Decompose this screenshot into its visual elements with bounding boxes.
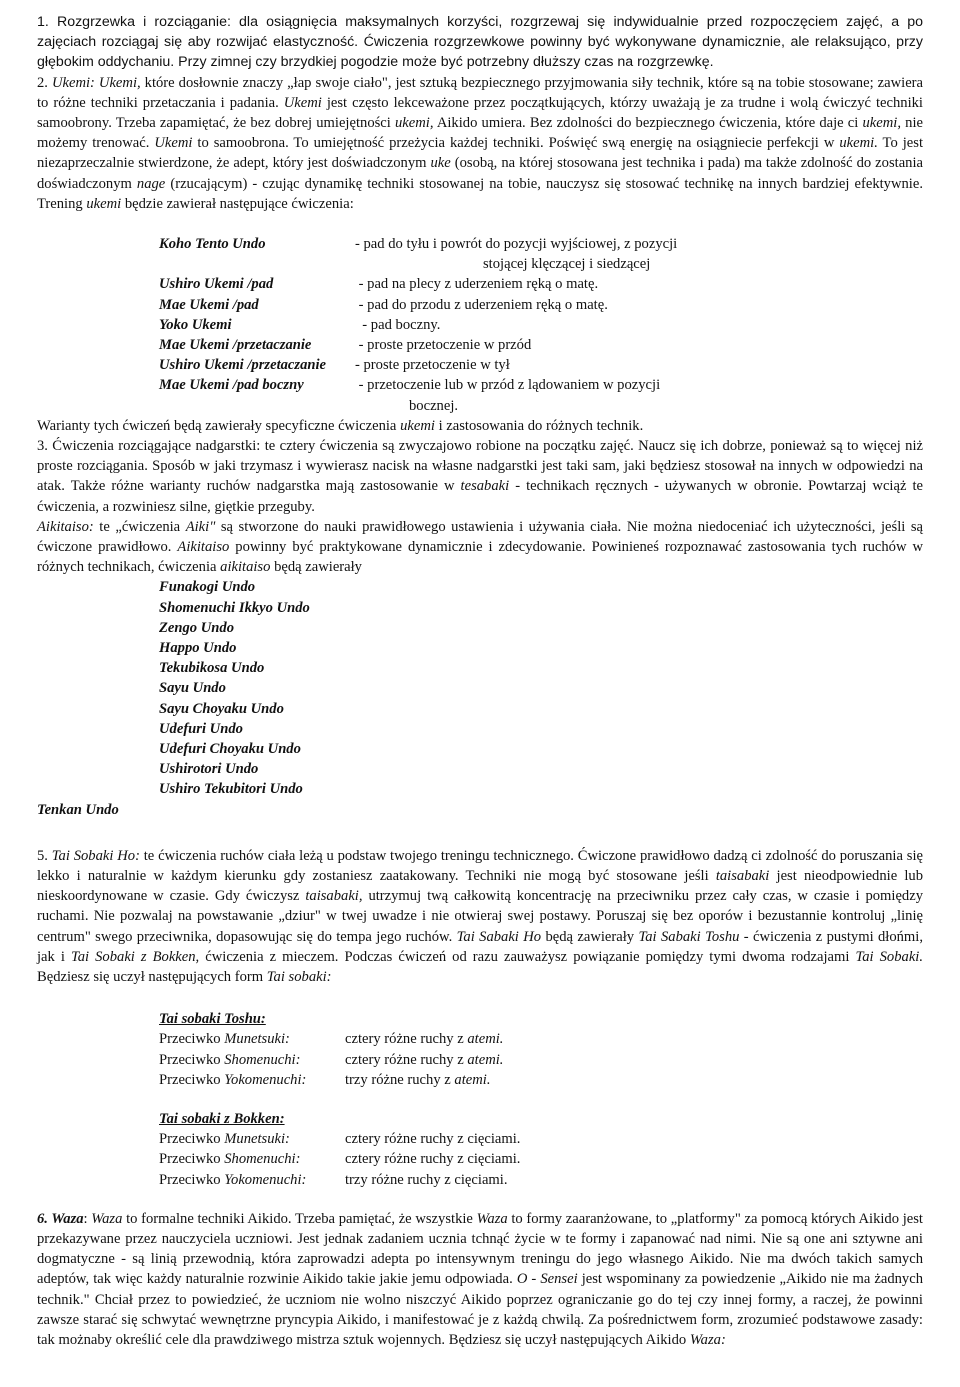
list-item: Udefuri Choyaku Undo (159, 740, 301, 757)
exercise-desc: - proste przetoczenie w tył (355, 357, 510, 374)
term-aikitaiso: aikitaiso (220, 559, 271, 576)
term-tai-sabaki-ho: Tai Sabaki Ho (456, 928, 542, 945)
table-row (159, 274, 725, 294)
attack-name: Yokomenuchi: (224, 1171, 307, 1188)
term-taisabaki: taisabaki, (305, 888, 363, 905)
text: będą zawierały (541, 928, 639, 945)
text: powinny być praktykowane dynamicznie i zdecydowanie. Powinieneś rozpoznawać zastosowania tych ruchów w różnych technikach, ćwiczenia (37, 539, 923, 576)
list-item: Ushiro Tekubitori Undo (159, 781, 303, 798)
term-aikitaiso: Aikitaiso (177, 539, 230, 556)
term-tesabaki: tesabaki (460, 478, 510, 495)
exercise-term: Mae Ukemi /pad (159, 296, 259, 313)
exercise-desc: - pad boczny. (355, 316, 441, 333)
text: ćwiczenia z mieczem. Podczas ćwiczeń od razu zauważysz powiązanie pomiędzy tymi dwoma rodzajami (199, 948, 856, 965)
list-item: Sayu Undo (159, 680, 226, 697)
moves-cell: cztery różne ruchy z cięciami. (345, 1151, 521, 1168)
term-nage: nage (136, 175, 166, 192)
exercise-term: Yoko Ukemi (159, 316, 232, 333)
variants-note (37, 416, 923, 436)
term-aikitaiso: Aikitaiso: (37, 518, 94, 535)
table-row (159, 1149, 520, 1169)
text: i zastosowania do różnych technik. (434, 417, 644, 434)
table-row (159, 315, 725, 335)
attack-cell (159, 1070, 345, 1090)
ukemi-exercise-table (159, 234, 725, 416)
attack-cell (159, 1149, 345, 1169)
tenkan-undo: Tenkan Undo (37, 801, 119, 818)
spacer (37, 214, 923, 234)
term-tai-sobaki: Tai Sobaki. (855, 948, 924, 965)
attack-cell (159, 1050, 345, 1070)
term-waza: Waza (91, 1210, 123, 1227)
table-row (159, 1050, 503, 1070)
term-ukemi: ukemi, (862, 115, 901, 132)
section-1-warmup: 1. Rozgrzewka i rozciąganie: dla osiągnięcia maksymalnych korzyści, rozgrzewaj się indywidualnie przed rozpoczęciem zajęć, a po zajęciach rozciągaj się aby rozwijać elastyczność. Ćwiczenia rozgrzewkowe powinny być wykonywane dynamicznie, ale relaksująco, przy głębokim oddychaniu. Przy zimnej czy brzydkiej pogodzie może być potrzebny dłuższy czas na rozgrzewkę. (37, 14, 923, 71)
text: Przeciwko (159, 1031, 225, 1048)
text: : (83, 1210, 92, 1227)
exercise-term: Koho Tento Undo (159, 236, 266, 253)
text: są stworzone do nauki prawidłowego ustawienia i używania ciała. Nie można niedoceniać ich użyteczności, jeśli są ćwiczone prawidłowo. (37, 518, 923, 556)
document-page (37, 12, 923, 1350)
attack-name: Yokomenuchi: (224, 1071, 307, 1088)
text: cztery różne ruchy z (345, 1051, 468, 1068)
list-item: Udefuri Undo (159, 720, 243, 737)
term-uke: uke (430, 155, 451, 172)
term-ukemi: ukemi (400, 417, 435, 434)
moves-cell: trzy różne ruchy z cięciami. (345, 1171, 508, 1188)
moves-cell (345, 1050, 503, 1070)
exercise-term: Mae Ukemi /pad boczny (159, 377, 304, 394)
term-aiki: Aiki" (185, 518, 216, 535)
table-row (159, 234, 725, 274)
term-ukemi: ukemi, (394, 115, 434, 132)
term-ukemi: Ukemi (283, 94, 322, 111)
section-number: 2. (37, 74, 52, 91)
table-row (159, 1170, 520, 1190)
term-ukemi: ukemi. (839, 135, 878, 152)
spacer (37, 987, 923, 1009)
text: Warianty tych ćwiczeń będą zawierały specyficzne ćwiczenia (37, 417, 401, 434)
attack-cell (159, 1029, 345, 1049)
list-item: Funakogi Undo (159, 579, 256, 596)
toshu-heading: Tai sobaki Toshu: (159, 1011, 266, 1028)
exercise-desc (355, 234, 725, 274)
attack-name: Shomenuchi: (224, 1051, 301, 1068)
spacer (37, 1090, 923, 1109)
moves-cell (345, 1029, 503, 1049)
text: Aikido umiera. Bez zdolności do bezpiecznego ćwiczenia, które daje ci (433, 115, 863, 132)
term-ukemi: Ukemi (154, 135, 193, 152)
text: Przeciwko (159, 1151, 225, 1168)
section-5-tai-sabaki (37, 846, 923, 987)
term-taisabaki: taisabaki (715, 867, 770, 884)
spacer (37, 1190, 923, 1209)
text: To jest niezaprzeczalnie stwierdzone, że adept, który jest doświadczonym (37, 135, 923, 172)
text: to formy zaaranżowane, to „platformy" za pomocą których Aikido jest przekazywane przez nauczyciela uczniowi. Jest jednak zadaniem ucznia tchnąć życie w te formy i zapanować nad nimi. Nie są one ani sztywne ani dogmatyczne - są linią przewodnią, która zaprowadzi adepta po intensywnym treningu do jego własnego Aikido. Nie ma dwóch takich samych adeptów, tak więc każdy naturalnie rozwinie Aikido takie jakie jemu odpowiada. (37, 1210, 923, 1288)
term-tai-sabaki-toshu: Tai Sabaki Toshu (638, 928, 740, 945)
text: cztery różne ruchy z (345, 1031, 468, 1048)
text: 3. Ćwiczenia rozciągające nadgarstki: te cztery ćwiczenia są zwyczajowo robione na początku zajęć. Naucz się ich dobrze, ponieważ są to więcej niż proste rozciągania. Sposób w jaki trzymasz i wywierasz nacisk na własne nadgarstki jest taki sam, jaki będziesz stosował na innych w odpowiedzi na atak. Także różne warianty ruchów nadgarstka mają zastosowanie w (37, 438, 923, 495)
term-atemi: atemi. (467, 1031, 504, 1048)
term-atemi: atemi. (454, 1071, 491, 1088)
text: (rzucającym) - czując dynamikę techniki stosowanej na tobie, nauczysz się stosować technikę na innych bardziej efektywnie. Trening (37, 175, 923, 212)
desc-line: bocznej. (409, 397, 459, 414)
text: - technikach ręcznych - używanych w obronie. Powtarzaj wciąż te ćwiczenia, a rozwiniesz silne, giętkie przeguby. (37, 478, 923, 515)
exercise-desc: - proste przetoczenie w przód (355, 337, 532, 354)
term-ukemi: Ukemi: Ukemi, (51, 74, 141, 91)
desc-line: - przetoczenie lub w przód z lądowaniem w pozycji (355, 377, 661, 394)
text: te ćwiczenia ruchów ciała leżą u podstaw twojego treningu technicznego. Ćwiczone prawidłowo dadzą ci zdolność do poruszania się lekko i naturalnie w każdym kierunku gdy zostaniesz zaatakowany. Techniki nie mogą być stosowane jeśli (37, 847, 923, 884)
list-item: Sayu Choyaku Undo (159, 700, 284, 717)
aikitaiso-list (159, 577, 923, 799)
term-tai-sobaki-ho: Tai Sobaki Ho: (51, 847, 140, 864)
term-tai-sobaki: Tai sobaki: (266, 968, 332, 985)
text: jest często lekceważone przez początkujących, którzy uważają je za trudne i wolą ćwiczyć techniki samoobrony. Trzeba zapamiętać, że bez dobrej umiejętności (37, 94, 923, 132)
text: trzy różne ruchy z (345, 1071, 455, 1088)
exercise-desc: - pad do przodu z uderzeniem ręką o matę. (355, 296, 608, 313)
text: jest wspominany za powiedzenie „Aikido nie ma żadnych technik." Chciał przez to powiedzieć, że uczniom nie wolno niszczyć Aikido poprzez ograniczanie go do tej czy innej formy, a raczej, że powinni zawsze starać się schwytać wewnętrzne pryncypia Aikido, i manifestować je z każdą chwilą. Za pośrednictwem form, zrozumieć podstawowe zasady: tak możnaby określić cele dla prawdziwego mistrza sztuk wojennych. Będziesz się uczył następujących Aikido (37, 1271, 923, 1348)
table-row (159, 1029, 503, 1049)
text: to samoobrona. To umiejętność przeżycia każdej techniki. Poświęć swą energię na osiągniecie perfekcji w (192, 135, 840, 152)
toshu-table (159, 1029, 503, 1090)
text: Przeciwko (159, 1131, 225, 1148)
table-row (159, 355, 725, 375)
moves-cell: cztery różne ruchy z cięciami. (345, 1131, 521, 1148)
text: te „ćwiczenia (93, 518, 186, 535)
table-row (159, 335, 725, 355)
term-ukemi: ukemi (86, 195, 122, 212)
text: jest nieodpowiednie lub nieskoordynowane w czasie. Gdy ćwiczysz (37, 867, 923, 905)
bokken-heading: Tai sobaki z Bokken: (159, 1110, 285, 1127)
exercise-desc (355, 375, 725, 415)
section-3-wrist (37, 436, 923, 517)
table-row (159, 375, 725, 415)
bokken-table (159, 1129, 520, 1190)
attack-name: Munetsuki: (224, 1131, 290, 1148)
text: będzie zawierał następujące ćwiczenia: (121, 195, 354, 212)
term-atemi: atemi. (467, 1051, 504, 1068)
text: (osobą, na której stosowana jest technika i pada) ma także zdolność do zostania doświadczonym (37, 155, 924, 192)
exercise-desc: - pad na plecy z uderzeniem ręką o matę. (355, 276, 599, 293)
text: Przeciwko (159, 1051, 225, 1068)
term-o-sensei: O - Sensei (516, 1271, 578, 1288)
section-2-ukemi (37, 73, 923, 214)
attack-name: Shomenuchi: (224, 1151, 301, 1168)
term-waza: Waza (51, 1210, 84, 1227)
text: - ćwiczenia z pustymi dłońmi, jak i (37, 928, 923, 965)
table-row (159, 295, 725, 315)
attack-cell (159, 1129, 345, 1149)
section-number: 5. (37, 847, 52, 864)
text: nie możemy trenować. (37, 115, 923, 152)
exercise-term: Ushiro Ukemi /przetaczanie (159, 357, 327, 374)
text: które dosłownie znaczy „łap swoje ciało", jest sztuką bezpiecznego przyjmowania siły technik, które są na tobie stosowane; zawiera to różne techniki przetaczania i padania. (37, 74, 924, 111)
section-number: 6. (37, 1210, 52, 1227)
list-item: Ushirotori Undo (159, 761, 259, 778)
list-item: Happo Undo (159, 640, 237, 657)
text: Będziesz się uczył następujących form (37, 968, 267, 985)
desc-line: - pad do tyłu i powrót do pozycji wyjściowej, z pozycji (355, 236, 678, 253)
text: utrzymuj twą całkowitą koncentrację na przeciwniku przez cały czas, w czasie i pomiędzy ruchami. Nie pozwalaj na powstawanie „dziur" w twej uwadze i nie otwieraj swej postawy. Poruszaj się bez oporów i bezustannie kontroluj „linię centrum" swego przeciwnika, dopasowując się do tempa jego ruchów. (37, 888, 923, 945)
text: to formalne techniki Aikido. Trzeba pamiętać, że wszystkie (122, 1210, 477, 1227)
text: Przeciwko (159, 1071, 225, 1088)
section-aikitaiso (37, 517, 923, 578)
term-waza: Waza: (689, 1332, 726, 1348)
spacer (37, 820, 923, 846)
table-row (159, 1129, 520, 1149)
term-waza: Waza (476, 1210, 508, 1227)
table-row (159, 1070, 503, 1090)
text: będą zawierały (270, 559, 362, 576)
list-item: Zengo Undo (159, 619, 234, 636)
desc-line: stojącej klęczącej i siedzącej (483, 256, 651, 273)
exercise-term: Ushiro Ukemi /pad (159, 276, 274, 293)
term-tai-sobaki-bokken: Tai Sobaki z Bokken, (70, 948, 200, 965)
moves-cell (345, 1070, 503, 1090)
text: Przeciwko (159, 1171, 225, 1188)
list-item: Tekubikosa Undo (159, 660, 265, 677)
list-item: Shomenuchi Ikkyo Undo (159, 599, 310, 616)
exercise-term: Mae Ukemi /przetaczanie (159, 337, 312, 354)
section-6-waza (37, 1209, 923, 1350)
attack-name: Munetsuki: (224, 1031, 290, 1048)
attack-cell (159, 1170, 345, 1190)
